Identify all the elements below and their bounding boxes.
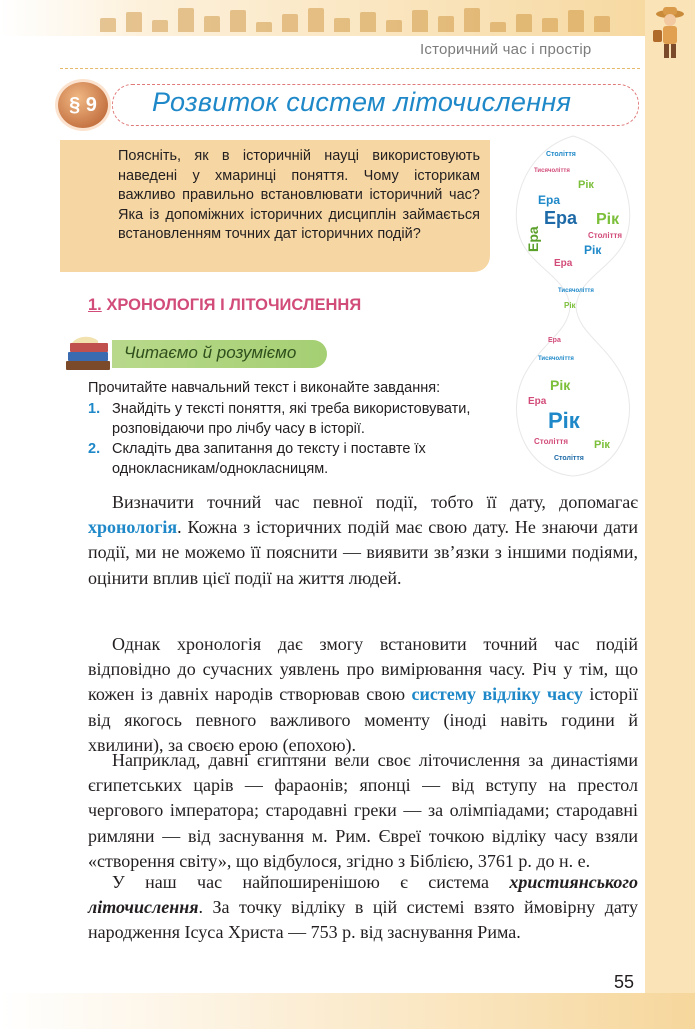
task-instruction: Прочитайте навчальний текст і виконайте завдання:	[88, 380, 441, 396]
books-icon	[62, 333, 114, 373]
cloud-word: Тисячоліття	[534, 168, 570, 174]
word-cloud-hourglass	[498, 132, 648, 480]
explorer-character-icon	[649, 4, 691, 62]
task-number: 1.	[88, 401, 101, 417]
cloud-word: Рік	[548, 408, 580, 433]
reading-label: Читаємо й розуміємо	[124, 343, 297, 362]
cloud-word: Ера	[538, 193, 561, 207]
task-text: Складіть два запитання до тексту і поставте їх однокласникам/однокласницям.	[112, 441, 426, 477]
cloud-word: Ера	[548, 337, 561, 344]
cloud-word: Рік	[584, 243, 602, 257]
cloud-word: Тисячоліття	[558, 288, 594, 294]
cloud-word: Тисячоліття	[538, 356, 574, 362]
keyword-chronology: хронологія	[88, 517, 178, 538]
task-item	[88, 440, 488, 479]
cloud-word: Століття	[554, 455, 584, 462]
paragraph-2: Однак хронологія дає змогу встановити точний час подій відповідно до сучасних уявлень про вимірювання часу. Річ у тім, що кожен із давніх народів створював свою систему відліку часу історії від якогось певного важливого моменту (іноді навіть години й хвилини), за своєю ерою (епохою).	[88, 634, 638, 755]
keyword-time-system: систему відліку часу	[411, 684, 583, 705]
right-margin-strip	[645, 0, 695, 1029]
paragraph-4: У наш час найпоширенішою є система християнського літочислення. За точку відліку в цій системі взято ймовірну дату народження Ісуса Христа — 753 р. від заснування Рима.	[88, 872, 638, 943]
running-header: Історичний час і простір	[420, 41, 592, 58]
header-history-icons	[100, 4, 645, 32]
cloud-word: Ера	[525, 226, 541, 252]
footer-decor-band	[0, 993, 695, 1029]
cloud-word: Рік	[594, 439, 610, 451]
task-number: 2.	[88, 441, 101, 457]
cloud-word: Рік	[564, 301, 576, 310]
cloud-word: Ера	[544, 208, 578, 228]
cloud-word: Ера	[528, 396, 547, 407]
cloud-word: Рік	[596, 211, 620, 228]
heading-chronology	[88, 296, 361, 315]
header-divider	[60, 68, 640, 70]
cloud-word: Ера	[554, 258, 573, 269]
keyword-christian-calendar: християнського літочислення	[88, 872, 638, 918]
cloud-word: Століття	[588, 231, 623, 240]
cloud-word: Рік	[550, 377, 571, 393]
heading-number: 1.	[88, 296, 102, 314]
paragraph-3: Наприклад, давні єгиптяни вели своє літочислення за династіями єгипетських царів — фараонів; японці — від вступу на престол чергового імператора; стародавні греки — за олімпіадами; стародавні римляни — від заснування м. Рим. Євреї точкою відліку часу взяли «створення світу», що відбулося, згідно з Біблією, 3761 р. до н. е.	[88, 750, 638, 871]
section-number-badge: § 9	[58, 82, 108, 128]
paragraph-1: Визначити точний час певної події, тобто її дату, допомагає хронологія. Кожна з історичних подій має свою дату. Не знаючи дати події, ми не можемо її пояснити — виявити зв’язки з іншими подіями, оцінити вплив цієї події на життя людей.	[88, 492, 638, 588]
task-text: Знайдіть у тексті поняття, які треба використовувати, розповідаючи про лічбу часу в історії.	[112, 401, 471, 437]
section-title: Розвиток систем літочислення	[152, 87, 572, 117]
task-item	[88, 400, 488, 439]
cloud-word: Століття	[546, 151, 576, 158]
cloud-word: Рік	[578, 179, 594, 191]
heading-text: ХРОНОЛОГІЯ І ЛІТОЧИСЛЕННЯ	[106, 296, 362, 314]
intro-question-text: Поясніть, як в історичній науці використовують наведені у хмаринці поняття. Чому історикам важливо правильно встановлювати історичний час? Яка із допоміжних історичних дисциплін займається встановленням точних дат історичних подій?	[118, 148, 480, 243]
cloud-word: Століття	[534, 437, 569, 446]
page-number: 55	[614, 972, 635, 992]
